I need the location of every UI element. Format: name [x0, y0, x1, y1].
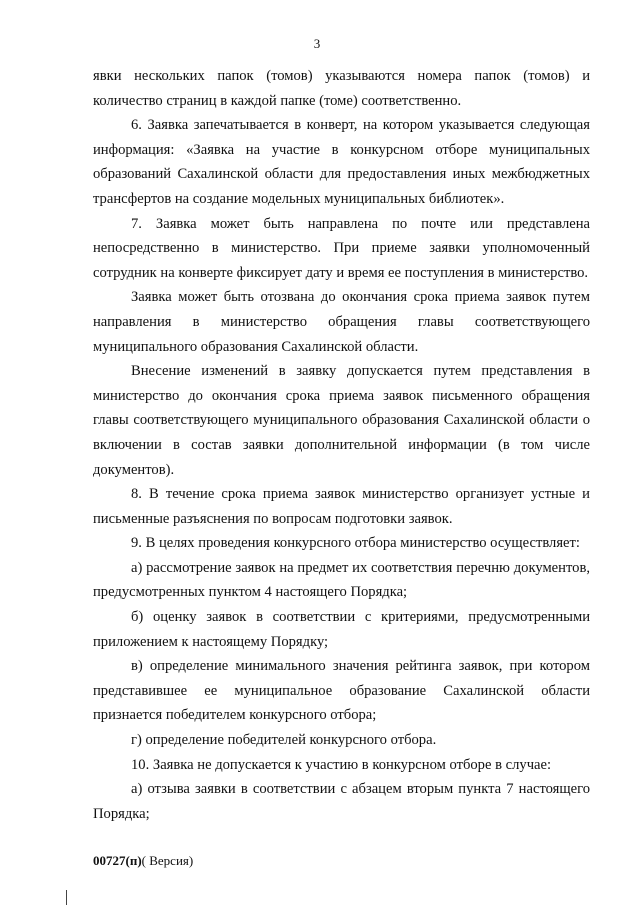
paragraph: 8. В течение срока приема заявок министерство организует устные и письменные разъяснения по вопросам подготовки заявок.	[93, 486, 590, 527]
paragraph: Внесение изменений в заявку допускается путем представления в министерство до окончания срока приема заявок письменного обращения главы соответствующего муниципального образования Сахалинской области о включении в состав заявки дополнительной информации (в том числе документов).	[93, 363, 590, 478]
document-body	[93, 64, 590, 826]
page-number: 3	[313, 36, 321, 51]
paragraph: в) определение минимального значения рейтинга заявок, при котором представившее ее муниципальное образование Сахалинской области признается победителем конкурсного отбора;	[93, 658, 590, 724]
scan-edge-mark	[66, 890, 67, 905]
paragraph: а) отзыва заявки в соответствии с абзацем вторым пункта 7 настоящего Порядка;	[93, 781, 590, 822]
document-footer	[93, 853, 193, 869]
paragraph: Заявка может быть отозвана до окончания срока приема заявок путем направления в министерство обращения главы соответствующего муниципального образования Сахалинской области.	[93, 289, 590, 355]
paragraph: 6. Заявка запечатывается в конверт, на котором указывается следующая информация: «Заявка на участие в конкурсном отборе муниципальных образований Сахалинской области для предоставления иных межбюджетных трансфертов на создание модельных муниципальных библиотек».	[93, 117, 590, 207]
paragraph: 9. В целях проведения конкурсного отбора министерство осуществляет:	[131, 535, 580, 552]
paragraph: г) определение победителей конкурсного отбора.	[131, 732, 437, 749]
document-version: ( Версия)	[141, 853, 194, 868]
paragraph: б) оценку заявок в соответствии с критериями, предусмотренными приложением к настоящему Порядку;	[93, 609, 590, 650]
paragraph: явки нескольких папок (томов) указываются номера папок (томов) и количество страниц в каждой папке (томе) соответственно.	[93, 68, 590, 109]
paragraph: 10. Заявка не допускается к участию в конкурсном отборе в случае:	[131, 756, 552, 773]
document-code: 00727(п)	[93, 853, 142, 868]
paragraph: 7. Заявка может быть направлена по почте или представлена непосредственно в министерство. При приеме заявки уполномоченный сотрудник на конверте фиксирует дату и время ее поступления в министерство.	[93, 215, 590, 281]
paragraph: а) рассмотрение заявок на предмет их соответствия перечню документов, предусмотренных пунктом 4 настоящего Порядка;	[93, 559, 590, 601]
